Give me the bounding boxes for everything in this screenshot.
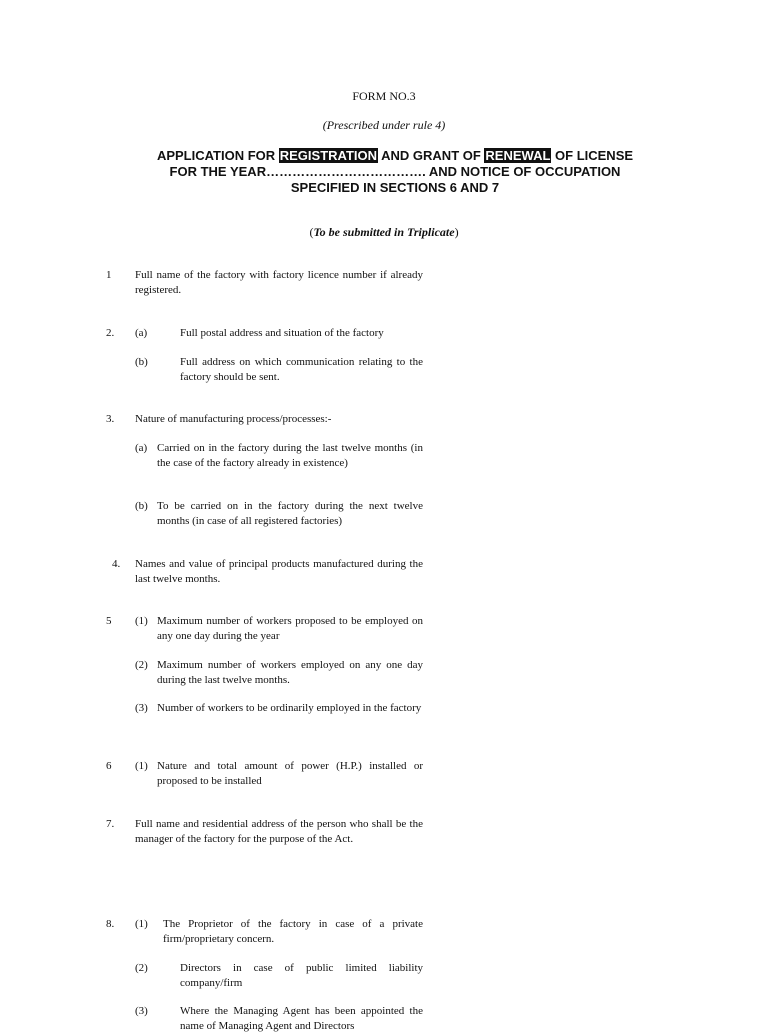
- item-2b-label: (b): [135, 356, 148, 368]
- item-5-1-text: Maximum number of workers proposed to be employed on any one day during the year: [157, 615, 423, 642]
- item-3-number: 3.: [106, 413, 115, 425]
- item-5-number: 5: [106, 615, 112, 627]
- item-5-3-label: (3): [135, 702, 148, 714]
- item-8-1-label: (1): [135, 918, 148, 930]
- renewal-highlight: RENEWAL: [485, 148, 551, 163]
- item-1-text: Full name of the factory with factory licence number if already registered.: [135, 269, 423, 296]
- item-4-number: 4.: [112, 558, 121, 570]
- item-6-number: 6: [106, 760, 112, 772]
- item-3a-label: (a): [135, 442, 148, 454]
- form-heading-line-3: SPECIFIED IN SECTIONS 6 AND 7: [290, 180, 500, 195]
- heading-text-a: APPLICATION FOR: [156, 148, 279, 163]
- item-8-2-label: (2): [135, 962, 148, 974]
- heading-text-c: OF LICENSE: [551, 148, 634, 163]
- item-2b-text: Full address on which communication relating to the factory should be sent.: [180, 356, 423, 383]
- form-heading-line-1: [0, 148, 768, 164]
- item-1-number: 1: [106, 269, 112, 281]
- item-6-1-label: (1): [135, 760, 148, 772]
- item-8-3-text: Where the Managing Agent has been appointed the name of Managing Agent and Directors: [180, 1005, 423, 1032]
- item-8-1-text: The Proprietor of the factory in case of a private firm/proprietary concern.: [163, 918, 423, 945]
- item-3-text: Nature of manufacturing process/processes:-: [135, 413, 332, 425]
- item-5-3-text: Number of workers to be ordinarily employed in the factory: [157, 702, 422, 714]
- item-3a-text: Carried on in the factory during the last twelve months (in the case of the factory already in existence): [157, 442, 423, 469]
- heading-text-b: AND GRANT OF: [378, 148, 485, 163]
- form-number: FORM NO.3: [352, 89, 416, 103]
- item-5-2-text: Maximum number of workers employed on any one day during the last twelve months.: [157, 659, 423, 686]
- item-8-2-text: Directors in case of public limited liability company/firm: [180, 962, 423, 989]
- submission-note-text: To be submitted in Triplicate: [313, 225, 455, 239]
- item-2-number: 2.: [106, 327, 115, 339]
- item-8-number: 8.: [106, 918, 115, 930]
- item-3b-text: To be carried on in the factory during the next twelve months (in case of all registered factories): [157, 500, 423, 527]
- submission-note: (To be submitted in Triplicate): [309, 225, 459, 239]
- prescribed-rule: (Prescribed under rule 4): [322, 118, 446, 132]
- item-2a-label: (a): [135, 327, 148, 339]
- form-heading-line-2: FOR THE YEAR………………………………. AND NOTICE OF OCCUPATION: [169, 164, 621, 179]
- item-6-1-text: Nature and total amount of power (H.P.) installed or proposed to be installed: [157, 760, 423, 787]
- item-8-3-label: (3): [135, 1005, 148, 1017]
- item-5-2-label: (2): [135, 659, 148, 671]
- registration-highlight: REGISTRATION: [279, 148, 378, 163]
- item-5-1-label: (1): [135, 615, 148, 627]
- item-7-number: 7.: [106, 818, 115, 830]
- item-7-text: Full name and residential address of the person who shall be the manager of the factory for the purpose of the Act.: [135, 818, 423, 845]
- item-2a-text: Full postal address and situation of the factory: [180, 327, 384, 339]
- item-4-text: Names and value of principal products manufactured during the last twelve months.: [135, 558, 423, 585]
- item-3b-label: (b): [135, 500, 148, 512]
